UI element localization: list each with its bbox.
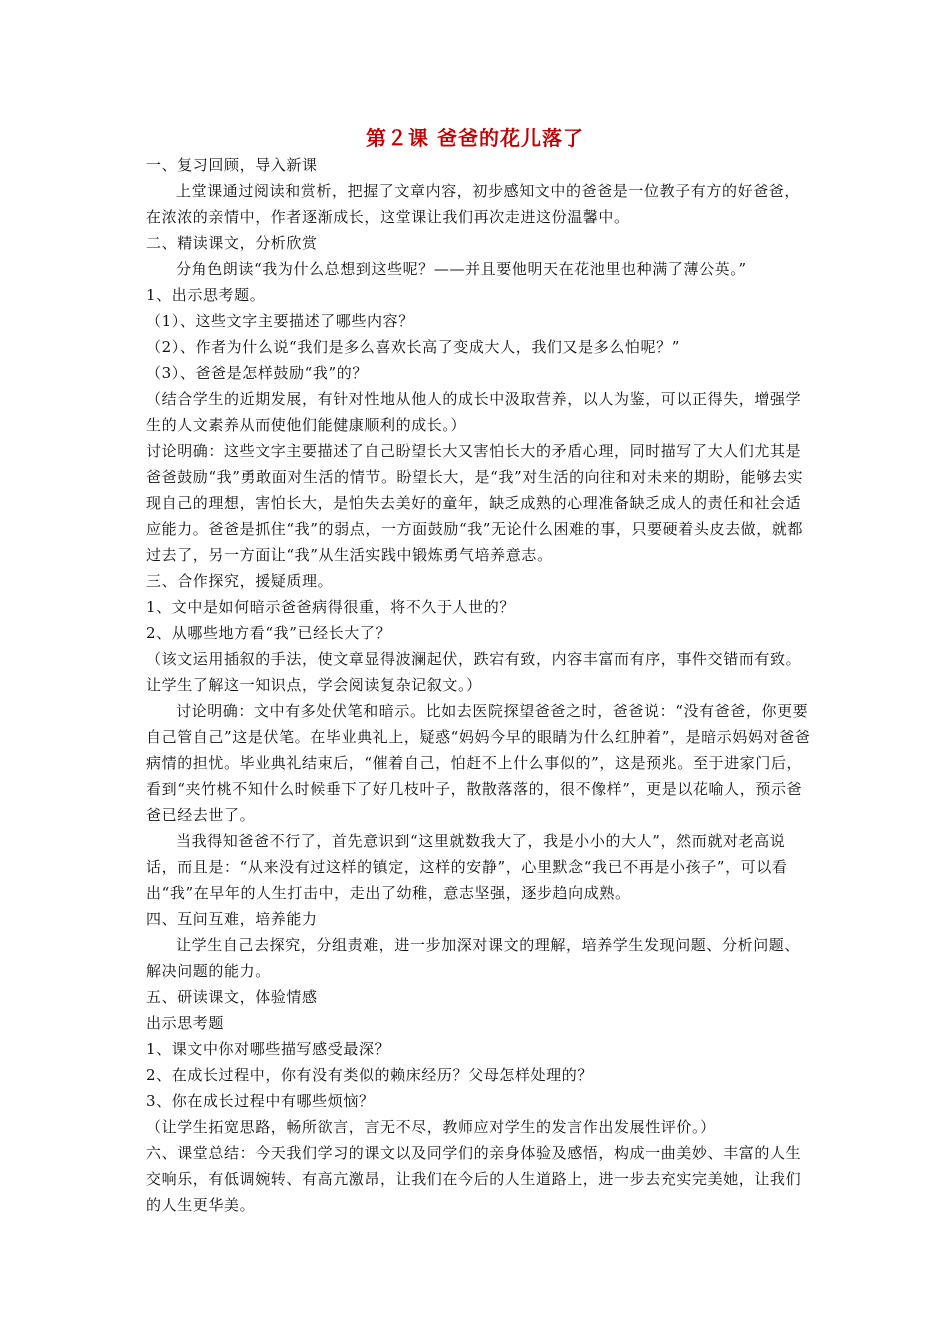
paragraph: 二、精读课文，分析欣赏 — [146, 234, 318, 252]
document-title: 第２课 爸爸的花儿落了 — [366, 126, 584, 150]
paragraph: 讨论明确：这些文字主要描述了自己盼望长大又害怕长大的矛盾心理，同时描写了大人们尤其是爸爸鼓励“我”勇敢面对生活的情节。盼望长大，是“我”对生活的向往和对未来的期盼，能够去实现自己的理想，害怕长大，是怕失去美好的童年，缺乏成熟的心理准备缺乏成人的责任和社会适应能力。爸爸是抓住“我”的弱点，一方面鼓励“我”无论什么困难的事，只要硬着头皮去做，就都过去了，另一方面让“我”从生活实践中锻炼勇气培养意志。 — [146, 442, 804, 564]
paragraph: 1、文中是如何暗示爸爸病得很重，将不久于人世的？ — [146, 598, 515, 616]
paragraph: 分角色朗读“我为什么总想到这些呢？——并且要他明天在花池里也种满了薄公英。” — [176, 260, 747, 278]
paragraph: （2）、作者为什么说“我们是多么喜欢长高了变成大人，我们又是多么怕呢？” — [146, 338, 680, 356]
paragraph: 当我得知爸爸不行了，首先意识到“这里就数我大了，我是小小的大人”，然而就对老高说话，而且是：“从来没有过这样的镇定，这样的安静”，心里默念“我已不再是小孩子”，可以看出“我”在早年的人生打击中，走出了幼稚，意志坚强，逐步趋向成熟。 — [146, 832, 788, 902]
document-body — [146, 152, 814, 1218]
paragraph: 1、课文中你对哪些描写感受最深？ — [146, 1040, 391, 1058]
paragraph: 五、研读课文，体验情感 — [146, 988, 318, 1006]
paragraph: 3、你在成长过程中有哪些烦恼？ — [146, 1092, 375, 1110]
paragraph: （3）、爸爸是怎样鼓励“我”的？ — [146, 364, 368, 382]
paragraph: 出示思考题 — [146, 1014, 225, 1032]
paragraph: 上堂课通过阅读和赏析，把握了文章内容，初步感知文中的爸爸是一位教子有方的好爸爸，在浓浓的亲情中，作者逐渐成长，这堂课让我们再次走进这份温馨中。 — [146, 182, 801, 226]
paragraph: 一、复习回顾，导入新课 — [146, 156, 318, 174]
paragraph: 四、互问互难，培养能力 — [146, 910, 318, 928]
paragraph: （该文运用插叙的手法，使文章显得波澜起伏，跌宕有致，内容丰富而有序，事件交错而有致。让学生了解这一知识点，学会阅读复杂记叙文。） — [146, 650, 802, 694]
paragraph: 1、出示思考题。 — [146, 286, 266, 304]
paragraph: （让学生拓宽思路，畅所欲言，言无不尽，教师应对学生的发言作出发展性评价。） — [146, 1118, 716, 1136]
paragraph: 六、课堂总结：今天我们学习的课文以及同学们的亲身体验及感悟，构成一曲美妙、丰富的人生交响乐，有低调婉转、有高亢激昂，让我们在今后的人生道路上，进一步去充实完美她，让我们的人生更华美。 — [146, 1144, 802, 1214]
paragraph: 2、从哪些地方看“我”已经长大了？ — [146, 624, 392, 642]
paragraph: （1）、这些文字主要描述了哪些内容？ — [146, 312, 414, 330]
paragraph: 讨论明确：文中有多处伏笔和暗示。比如去医院探望爸爸之时，爸爸说：“没有爸爸，你更要自己管自己”这是伏笔。在毕业典礼上，疑惑“妈妈今早的眼睛为什么红肿着”，是暗示妈妈对爸爸病情的担忧。毕业典礼结束后，“催着自己，怕赶不上什么事似的”，这是预兆。至于进家门后，看到“夹竹桃不知什么时候垂下了好几枝叶子，散散落落的，很不像样”，更是以花喻人，预示爸爸已经去世了。 — [146, 702, 811, 824]
paragraph: 2、在成长过程中，你有没有类似的赖床经历？父母怎样处理的？ — [146, 1066, 593, 1084]
paragraph: 让学生自己去探究，分组责难，进一步加深对课文的理解，培养学生发现问题、分析问题、解决问题的能力。 — [146, 936, 801, 980]
paragraph: 三、合作探究，援疑质理。 — [146, 572, 334, 590]
paragraph: （结合学生的近期发展，有针对性地从他人的成长中汲取营养，以人为鉴，可以正得失，增强学生的人文素养从而使他们能健康顺利的成长。） — [146, 390, 802, 434]
